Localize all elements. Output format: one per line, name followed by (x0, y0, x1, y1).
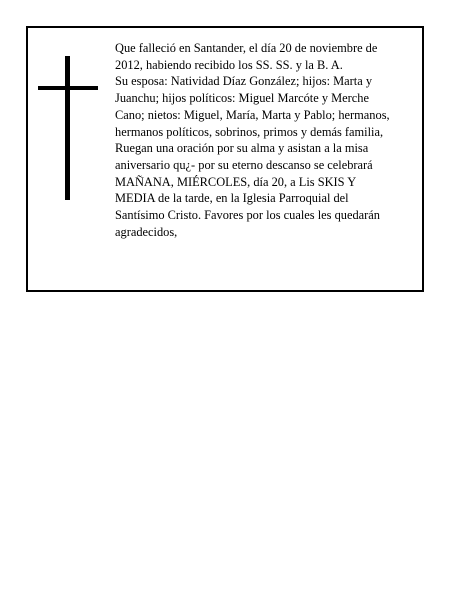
notice-text (115, 40, 415, 240)
notice-line: hermanos políticos, sobrinos, primos y demás familia, (115, 124, 384, 139)
cross-icon (38, 56, 98, 200)
notice-line: Su esposa: Natividad Díaz González; hijos: Marta y (115, 74, 373, 89)
cross-vertical-bar (65, 56, 70, 200)
notice-line: MEDIA de la tarde, en la Iglesia Parroquial del (115, 191, 349, 206)
notice-line: Ruegan una oración por su alma y asistan a la misa (115, 141, 369, 156)
notice-line: MAÑANA, MIÉRCOLES, día 20, a Lis SKIS Y (115, 174, 357, 189)
notice-line: 2012, habiendo recibido los SS. SS. y la B. A. (115, 57, 343, 72)
cross-horizontal-bar (38, 86, 98, 90)
notice-line: aniversario qu¿- por su eterno descanso se celebrará (115, 157, 373, 172)
notice-line: Cano; nietos: Miguel, María, Marta y Pablo; hermanos, (115, 107, 390, 122)
obituary-notice (26, 26, 424, 292)
notice-line: agradecidos, (115, 224, 178, 239)
notice-line: Que falleció en Santander, el día 20 de noviembre de (115, 41, 378, 55)
notice-line: Santísimo Cristo. Favores por los cuales les quedarán (115, 208, 380, 223)
notice-line: Juanchu; hijos políticos: Miguel Marcóte y Merche (115, 91, 369, 106)
